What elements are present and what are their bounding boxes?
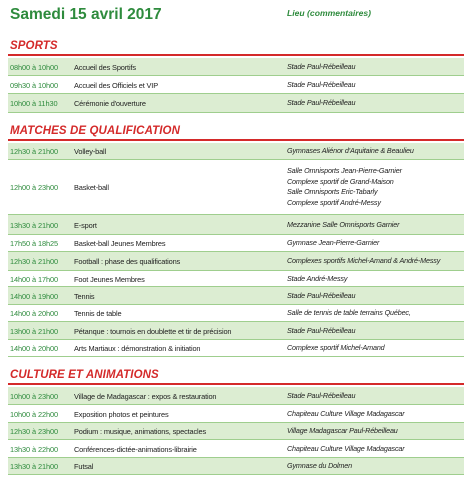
row-place	[287, 238, 379, 249]
row-place	[287, 326, 355, 337]
row-place	[287, 391, 355, 402]
row-time: 12h30 à 21h00	[10, 257, 59, 266]
schedule-header	[8, 4, 464, 26]
row-activity: Cérémonie d'ouverture	[74, 99, 146, 108]
section-sports	[8, 38, 464, 113]
schedule-row	[8, 405, 464, 423]
schedule-row	[8, 76, 464, 94]
row-time: 13h30 à 21h00	[10, 462, 59, 471]
place-line: Chapiteau Culture Village Madagascar	[287, 443, 405, 453]
row-place	[287, 62, 355, 73]
schedule-row	[8, 215, 464, 235]
row-activity: Basket-ball	[74, 183, 109, 192]
row-place	[287, 256, 440, 267]
row-place	[287, 308, 411, 319]
row-activity: Futsal	[74, 462, 94, 471]
schedule-row	[8, 143, 464, 160]
schedule-row	[8, 160, 464, 215]
row-activity: Foot Jeunes Membres	[74, 274, 145, 284]
place-line: Salle Omnisports Jean-Pierre-Garnier	[287, 166, 402, 176]
section-title: CULTURE ET ANIMATIONS	[10, 369, 159, 381]
section-title: MATCHES DE QUALIFICATION	[10, 125, 180, 137]
row-time: 12h30 à 21h00	[10, 147, 59, 156]
row-activity: Accueil des Sportifs	[74, 62, 136, 72]
schedule-row	[8, 387, 464, 405]
row-time: 08h00 à 10h00	[10, 62, 59, 72]
row-activity: Exposition photos et peintures	[74, 409, 169, 419]
row-activity: Conférences-dictée-animations-librairie	[74, 444, 197, 454]
row-activity: Volley-ball	[74, 147, 107, 156]
place-line: Stade Paul-Rébeilleau	[287, 79, 356, 89]
row-place	[287, 98, 355, 109]
row-activity: Football : phase des qualifications	[74, 257, 181, 266]
schedule-row	[8, 252, 464, 271]
row-place	[287, 444, 405, 455]
row-place	[287, 291, 355, 302]
schedule-row	[8, 305, 464, 322]
schedule-row	[8, 94, 464, 113]
schedule-row	[8, 340, 464, 357]
section-culture-et-animations	[8, 367, 464, 475]
place-line: Complexes sportifs Michel-Amand & André-Messy	[287, 256, 441, 266]
place-line: Stade Paul-Rébeilleau	[287, 290, 356, 300]
row-place	[287, 343, 385, 354]
row-time: 14h00 à 20h00	[10, 344, 59, 353]
place-line: Complexe sportif de Grand-Maison	[287, 176, 394, 186]
section-matches-de-qualification	[8, 123, 464, 357]
row-time: 14h00 à 19h00	[10, 291, 59, 301]
place-line: Complexe sportif Michel-Amand	[287, 343, 385, 353]
row-time: 09h30 à 10h00	[10, 80, 59, 90]
place-line: Stade Paul-Rébeilleau	[287, 98, 356, 108]
place-line: Salle Omnisports Eric-Tabarly	[287, 187, 378, 197]
place-line: Mezzanine Salle Omnisports Garnier	[287, 219, 400, 229]
row-place	[287, 166, 402, 208]
row-activity: Tennis de table	[74, 309, 122, 318]
schedule-date: Samedi 15 avril 2017	[10, 6, 162, 23]
section-title: SPORTS	[10, 40, 58, 52]
row-time: 14h00 à 20h00	[10, 309, 59, 318]
row-activity: E-sport	[74, 220, 97, 230]
place-line: Salle de tennis de table terrains Québec,	[287, 308, 411, 318]
row-activity: Village de Madagascar : expos & restauration	[74, 391, 217, 401]
row-activity: Pétanque : tournois en doublette et tir de précision	[74, 326, 232, 336]
row-time: 10h00 à 23h00	[10, 391, 59, 401]
row-place	[287, 80, 355, 91]
place-line: Stade Paul-Rébeilleau	[287, 61, 356, 71]
schedule-row	[8, 287, 464, 305]
row-activity: Tennis	[74, 291, 95, 301]
place-line: Stade André-Messy	[287, 273, 348, 283]
row-time: 12h30 à 23h00	[10, 427, 59, 436]
row-time: 10h00 à 11h30	[10, 99, 58, 108]
row-activity: Basket-ball Jeunes Membres	[74, 239, 166, 248]
row-time: 10h00 à 22h00	[10, 409, 59, 419]
lieu-column-header: Lieu (commentaires)	[287, 8, 372, 18]
place-line: Gymnases Aliénor d'Aquitaine & Beaulieu	[287, 146, 414, 156]
place-line: Gymnase du Dolmen	[287, 461, 352, 471]
row-time: 13h30 à 21h00	[10, 220, 59, 230]
place-line: Village Madagascar Paul-Rébeilleau	[287, 426, 398, 436]
row-place	[287, 461, 352, 472]
row-time: 14h00 à 17h00	[10, 274, 59, 284]
place-line: Stade Paul-Rébeilleau	[287, 390, 356, 400]
row-time: 13h00 à 21h00	[10, 326, 59, 336]
schedule-row	[8, 235, 464, 252]
schedule-row	[8, 440, 464, 458]
row-place	[287, 274, 347, 285]
row-place	[287, 409, 405, 420]
row-time: 13h30 à 22h00	[10, 444, 59, 454]
row-activity: Podium : musique, animations, spectacles	[74, 427, 207, 436]
place-line: Gymnase Jean-Pierre-Garnier	[287, 238, 380, 248]
schedule-row	[8, 58, 464, 76]
place-line: Chapiteau Culture Village Madagascar	[287, 408, 405, 418]
row-time: 12h00 à 23h00	[10, 183, 59, 192]
row-place	[287, 146, 414, 157]
schedule-row	[8, 271, 464, 287]
row-activity: Accueil des Officiels et VIP	[74, 80, 158, 90]
row-time: 17h50 à 18h25	[10, 239, 59, 248]
place-line: Complexe sportif André-Messy	[287, 198, 381, 208]
schedule-row	[8, 458, 464, 475]
row-place	[287, 220, 399, 231]
row-activity: Arts Martiaux : démonstration & initiation	[74, 344, 201, 353]
place-line: Stade Paul-Rébeilleau	[287, 325, 356, 335]
schedule-row	[8, 423, 464, 440]
schedule-row	[8, 322, 464, 340]
row-place	[287, 426, 398, 437]
